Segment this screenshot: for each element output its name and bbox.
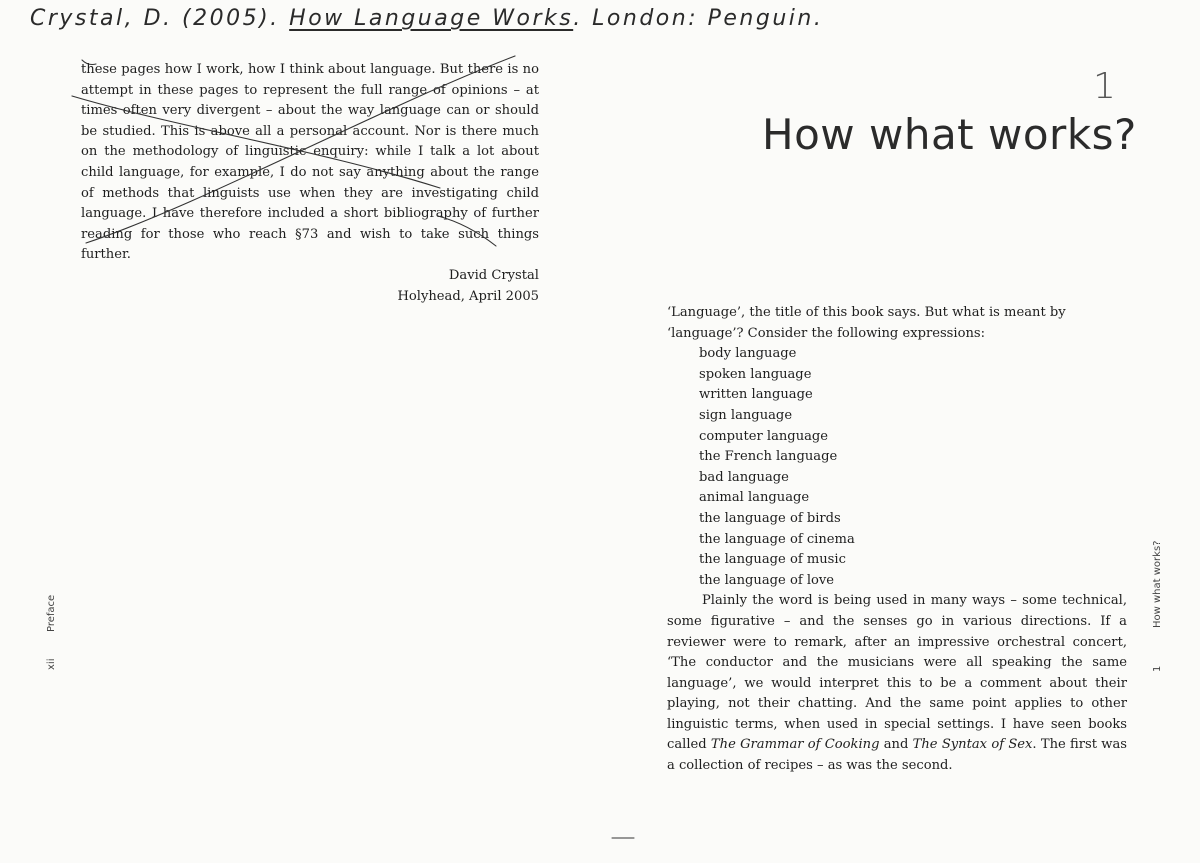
- preface-paragraph: [81, 60, 539, 266]
- right-section-label: How what works?: [1152, 540, 1163, 628]
- left-section-label: Preface: [46, 594, 57, 632]
- list-item: the language of love: [699, 572, 835, 588]
- list-item: bad language: [699, 469, 789, 485]
- expression-list: [667, 344, 1127, 591]
- list-item: computer language: [699, 428, 829, 444]
- list-item: written language: [699, 387, 813, 403]
- preface-text: these pages how I work, how I think about language. But there is no attempt in these pages to represent the full range of opinions – at times often very divergent – about the way language can or should be studied. This is above all a personal account. Nor is there much on the methodology of linguistic enquiry: while I talk a lot about child language, for example, I do not say anything about the range of methods that linguists use when they are investigating child language. I have therefore included a short bibliography of further reading for those who reach §73 and wish to take such things further.: [81, 62, 539, 263]
- list-item: the French language: [699, 449, 838, 465]
- chapter-intro: ‘Language’, the title of this book says. But what is meant by ‘language’? Consider the following expressions:: [667, 305, 1066, 341]
- paragraph-text-2: . The first was a collection of recipes – as was the second.: [667, 737, 1127, 774]
- book-title-syntax: The Syntax of Sex: [912, 737, 1033, 753]
- chapter-body: [667, 303, 1127, 777]
- signature-name: David Crystal: [448, 268, 539, 283]
- list-item: spoken language: [699, 366, 812, 382]
- right-margin-running-head: [1152, 540, 1172, 680]
- list-item: body language: [699, 346, 797, 362]
- chapter-number: 1: [1093, 66, 1116, 107]
- preface-signature: [300, 266, 539, 307]
- paragraph-and: and: [879, 737, 913, 753]
- right-page-number: 1: [1152, 665, 1163, 672]
- chapter-title: How what works?: [762, 110, 1137, 159]
- signature-place-date: Holyhead, April 2005: [397, 288, 539, 304]
- left-page-number: xii: [46, 658, 57, 670]
- chapter-paragraph: [667, 591, 1127, 776]
- list-item: animal language: [699, 490, 810, 506]
- list-item: sign language: [699, 407, 793, 423]
- list-item: the language of music: [699, 552, 846, 568]
- citation-title: How Language Works: [289, 6, 574, 31]
- paragraph-text-1: Plainly the word is being used in many ways – some technical, some figurative – and the senses go in various directions. If a reviewer were to remark, after an impressive orchestral concert, ‘The conductor and the musicians were all speaking the same language’, we would interpret this to be a comment about their playing, not their chatting. And the same point applies to other linguistic terms, when used in special settings. I have seen books called: [667, 593, 1127, 753]
- citation-author-year: Crystal, D. (2005).: [30, 6, 280, 31]
- left-margin-running-head: [44, 560, 64, 680]
- citation-publisher: . London: Penguin.: [573, 6, 824, 31]
- list-item: the language of birds: [699, 510, 841, 526]
- list-item: the language of cinema: [699, 531, 855, 547]
- book-title-grammar: The Grammar of Cooking: [710, 737, 880, 753]
